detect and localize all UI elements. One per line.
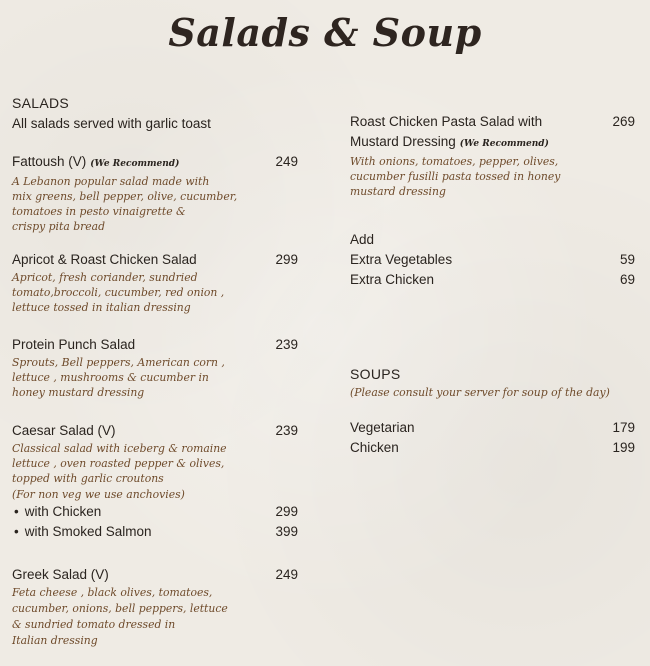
menu-item-protein-punch <box>12 335 298 400</box>
soups-heading: SOUPS <box>350 366 401 382</box>
item-name: Roast Chicken Pasta Salad with <box>350 114 543 129</box>
description-line: mustard dressing <box>350 185 446 198</box>
description-line: tomatoes in pesto vinaigrette & <box>12 205 186 218</box>
item-description <box>12 441 298 502</box>
add-on-price: 59 <box>619 252 635 267</box>
item-price: 249 <box>275 154 298 169</box>
option-price: 399 <box>275 524 298 539</box>
item-name: Protein Punch Salad <box>12 337 136 352</box>
description-line: Italian dressing <box>12 634 98 647</box>
menu-item-apricot-chicken <box>12 250 298 315</box>
item-price: 239 <box>275 337 298 352</box>
soup-price: 179 <box>612 420 635 435</box>
description-line: honey mustard dressing <box>12 386 145 399</box>
description-line: & sundried tomato dressed in <box>12 618 176 631</box>
item-price: 299 <box>275 252 298 267</box>
soup-label: Chicken <box>350 440 399 455</box>
item-name: Caesar Salad (V) <box>12 423 116 438</box>
item-description <box>350 154 635 199</box>
item-name: Apricot & Roast Chicken Salad <box>12 252 197 267</box>
description-line: A Lebanon popular salad made with <box>12 175 210 188</box>
description-line: Apricot, fresh coriander, sundried <box>12 271 198 284</box>
menu-item-fattoush <box>12 152 298 234</box>
soups-section <box>350 366 635 458</box>
description-line: lettuce , oven roasted pepper & olives, <box>12 457 225 470</box>
menu-item-greek <box>12 565 298 649</box>
description-line: tomato,broccoli, cucumber, red onion , <box>12 286 225 299</box>
description-line: lettuce tossed in italian dressing <box>12 301 191 314</box>
option-row <box>12 502 298 522</box>
recommend-badge: (We Recommend) <box>459 139 549 149</box>
item-name: Fattoush (V) <box>12 154 87 169</box>
description-line: Feta cheese , black olives, tomatoes, <box>12 586 213 599</box>
item-description <box>12 270 298 315</box>
menu-item-caesar <box>12 421 298 542</box>
item-name: Greek Salad (V) <box>12 567 109 582</box>
option-label: • with Chicken <box>12 502 101 522</box>
soup-row <box>350 418 635 438</box>
salads-note: All salads served with garlic toast <box>12 116 211 131</box>
item-description <box>12 355 298 400</box>
page-title: Salads & Soup <box>168 10 482 55</box>
option-price: 299 <box>275 504 298 519</box>
recommend-badge: (We Recommend) <box>90 159 180 169</box>
description-line: (For non veg we use anchovies) <box>12 488 185 501</box>
add-on-row <box>350 250 635 270</box>
option-row <box>12 522 298 542</box>
item-price: 269 <box>612 114 635 129</box>
menu-item-pasta-salad <box>350 112 635 199</box>
description-line: Classical salad with iceberg & romaine <box>12 442 227 455</box>
description-line: With onions, tomatoes, pepper, olives, <box>350 155 559 168</box>
add-on-row <box>350 270 635 290</box>
description-line: mix greens, bell pepper, olive, cucumber, <box>12 190 238 203</box>
description-line: crispy pita bread <box>12 220 106 233</box>
item-description <box>12 174 298 234</box>
soups-note: (Please consult your server for soup of the day) <box>350 386 610 399</box>
description-line: topped with garlic croutons <box>12 472 164 485</box>
add-on-label: Extra Vegetables <box>350 252 453 267</box>
add-heading: Add <box>350 232 375 247</box>
add-on-price: 69 <box>619 272 635 287</box>
soup-label: Vegetarian <box>350 420 415 435</box>
description-line: cucumber, onions, bell peppers, lettuce <box>12 602 228 615</box>
description-line: lettuce , mushrooms & cucumber in <box>12 371 209 384</box>
item-price: 239 <box>275 423 298 438</box>
add-on-label: Extra Chicken <box>350 272 435 287</box>
item-name-line2: Mustard Dressing <box>350 134 456 149</box>
soup-price: 199 <box>612 440 635 455</box>
item-price: 249 <box>275 567 298 582</box>
option-label: • with Smoked Salmon <box>12 522 152 542</box>
salads-heading: SALADS <box>12 95 70 111</box>
item-description <box>12 585 298 649</box>
add-ons-section <box>350 230 635 290</box>
soup-row <box>350 438 635 458</box>
description-line: cucumber fusilli pasta tossed in honey <box>350 170 561 183</box>
description-line: Sprouts, Bell peppers, American corn , <box>12 356 225 369</box>
